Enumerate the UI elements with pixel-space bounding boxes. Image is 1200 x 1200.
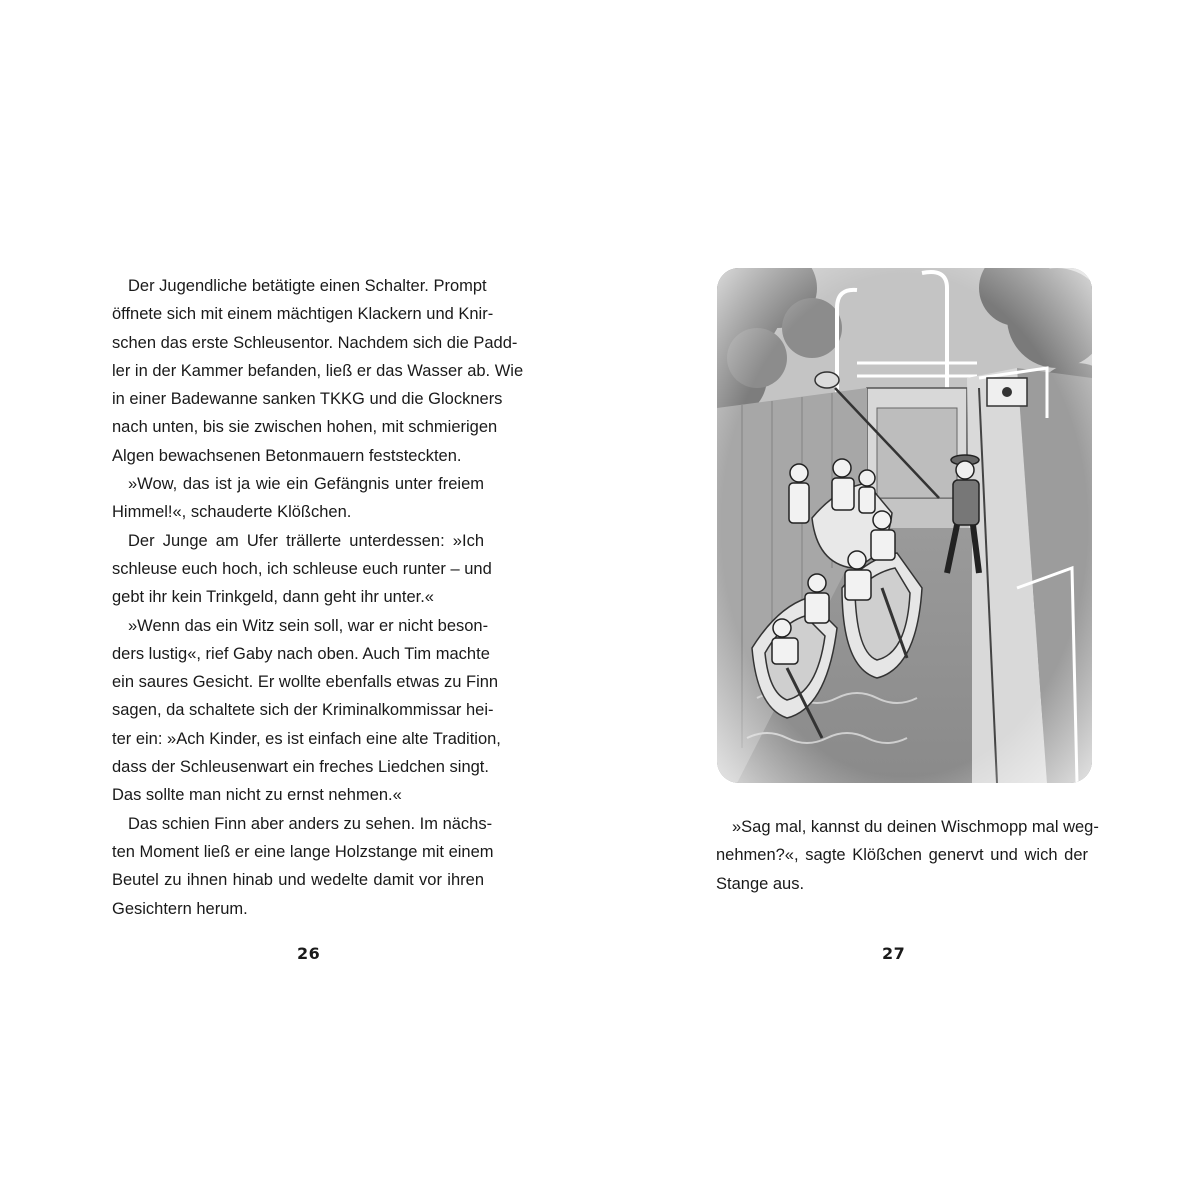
text-line: Gesichtern herum. (112, 899, 248, 918)
left-page-text (112, 272, 524, 923)
text-line: ter ein: »Ach Kinder, es ist einfach eine alte Tradition, (112, 729, 501, 748)
text-line: sagen, da schaltete sich der Kriminalkommissar hei- (112, 701, 494, 720)
text-line: »Sag mal, kannst du deinen Wischmopp mal weg- (732, 818, 1099, 836)
text-line: Himmel!«, schauderte Klößchen. (112, 503, 352, 522)
right-page-text (716, 813, 1099, 898)
text-line: ten Moment ließ er eine lange Holzstange mit einem (112, 842, 494, 861)
text-line: öffnete sich mit einem mächtigen Klackern und Knir- (112, 305, 494, 324)
text-line: in einer Badewanne sanken TKKG und die Glockners (112, 390, 503, 409)
lock-chamber-illustration (717, 268, 1092, 783)
page-number: 26 (297, 944, 321, 963)
text-line: dass der Schleusenwart ein freches Liedchen singt. (112, 758, 489, 777)
text-line: schen das erste Schleusentor. Nachdem sich die Padd- (112, 333, 518, 352)
text-line: ders lustig«, rief Gaby nach oben. Auch Tim machte (112, 644, 490, 663)
text-line: nach unten, bis sie zwischen hohen, mit schmierigen (112, 418, 498, 437)
text-line: Das sollte man nicht zu ernst nehmen.« (112, 786, 402, 805)
text-line: Das schien Finn aber anders zu sehen. Im nächs- (128, 814, 493, 833)
text-line: Der Jugendliche betätigte einen Schalter. Prompt (128, 277, 487, 295)
text-line: ler in der Kammer befanden, ließ er das Wasser ab. Wie (112, 361, 524, 380)
text-line: Beutel zu ihnen hinab und wedelte damit vor ihren (112, 871, 484, 890)
text-line: nehmen?«, sagte Klößchen genervt und wich der (716, 846, 1088, 865)
text-line: schleuse euch hoch, ich schleuse euch runter – und (112, 559, 492, 578)
text-line: »Wenn das ein Witz sein soll, war er nicht beson- (128, 616, 489, 635)
text-line: Der Junge am Ufer trällerte unterdessen: »Ich (128, 531, 484, 550)
text-line: Stange aus. (716, 874, 805, 893)
text-line: »Wow, das ist ja wie ein Gefängnis unter freiem (128, 475, 484, 494)
text-line: Algen bewachsenen Betonmauern feststeckten. (112, 446, 462, 465)
text-line: gebt ihr kein Trinkgeld, dann geht ihr unter.« (112, 588, 434, 607)
right-page (600, 0, 1200, 1200)
page-number: 27 (882, 944, 906, 963)
text-line: ein saures Gesicht. Er wollte ebenfalls etwas zu Finn (112, 673, 499, 692)
